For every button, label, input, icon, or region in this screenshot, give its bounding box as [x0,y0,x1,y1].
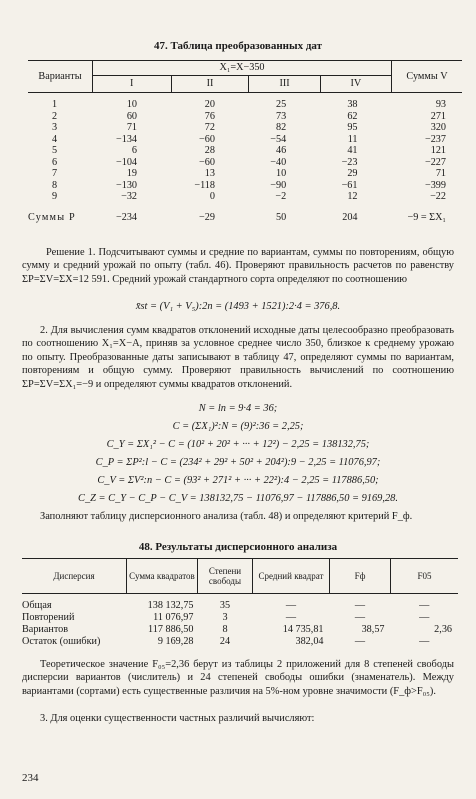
table-cell: 72 [204,122,215,133]
degrees-freedom-header: Степени свободы [198,559,253,594]
table-cell: 0 [209,191,215,202]
table-cell: 117 886,50 [148,624,194,635]
formula-cz: C_Z = C_Y − C_P − C_V = 138132,75 − 11076,97 − 117886,50 = 9169,28. [78,493,398,504]
table-cell: — [285,612,297,623]
formula-cy: C_Y = ΣX₁² − C = (10² + 20² + ··· + 12²) − 2,25 = 138132,75; [106,439,370,450]
variants-header: Варианты [28,61,93,93]
table-cell: −23 [341,156,358,168]
sum-v-cell: 271 [430,110,446,122]
table-cell: −60 [199,133,215,145]
table-cell: 28 [204,145,215,156]
table-cell: −130 [115,179,138,191]
f05-header: F05 [391,559,459,594]
table-cell: −54 [270,133,287,145]
table-cell: 6 [131,145,138,156]
table-row [28,157,462,169]
mean-square-header: Средний квадрат [253,559,330,594]
table-47-body [28,93,462,227]
table-cell: −134 [115,133,138,145]
sums-v-header: Суммы V [392,61,463,93]
sum-v-cell: −237 [424,133,446,145]
table-cell: 60 [126,110,138,122]
table-48 [22,558,458,648]
variant-number: 1 [52,99,58,110]
sum-cell: −234 [115,211,138,223]
table-cell: 38 [347,99,358,110]
variant-number: 8 [52,179,58,191]
table-row [22,636,458,648]
replicate-header: II [171,76,249,93]
replicate-header: IV [320,76,391,93]
table-cell: 3 [222,612,228,623]
replicate-header: III [249,76,320,93]
table-cell: −2 [275,191,287,202]
table-cell: — [419,612,430,623]
sum-cell: 204 [342,211,358,223]
sums-p-label: Суммы P [28,211,76,223]
table-cell: 29 [347,168,358,179]
formula-n: N = ln = 9·4 = 36; [198,403,278,414]
table-cell: — [354,600,366,611]
paragraph-step-3: 3. Для оценки существенности частных различий вычисляют: [40,713,315,724]
table-cell: 8 [222,624,228,635]
table-cell: 382,04 [295,636,324,647]
table-cell: — [354,636,366,647]
variant-number: 2 [52,110,58,122]
variant-number: 6 [52,156,58,168]
table-cell: 20 [204,99,215,110]
paragraph-step-2: 2. Для вычисления сумм квадратов отклонений исходные даты целесообразно преобразовать по соотношению X₁=X−A, приняв за условное среднее число 350, близкое к среднему урожаю по опыту. Преобразованные даты записывают в таблицу 47, определяют суммы по вариантам, повторениям и общую сумму. Проверяют правильность вычислений по соотношению ΣP=ΣV=ΣX₁=−9 и определяют суммы квадратов отклонений. [22,325,454,390]
dispersion-label: Общая [22,600,52,611]
table-cell: 38,57 [361,624,385,635]
table-cell: — [419,636,430,647]
table-row [28,99,462,111]
formula-c: C = (ΣX₁)²:N = (9)²:36 = 2,25; [172,421,304,432]
table-cell: 95 [347,122,358,133]
variant-number: 4 [52,133,58,145]
table-cell: −61 [341,179,358,191]
replicate-header: I [93,76,172,93]
table-cell: 24 [219,636,231,647]
table-cell: 138 132,75 [147,600,194,611]
table-cell: 62 [347,110,358,122]
group-header: X₁=X−350 [93,61,392,76]
f-actual-header: Fф [330,559,391,594]
table-cell: −40 [270,156,287,168]
dispersion-header: Дисперсия [22,559,127,594]
table-cell: 76 [204,110,215,122]
sum-v-cell: 71 [435,168,446,179]
table-cell: 25 [276,99,287,110]
table-48-caption: 48. Результаты дисперсионного анализа [138,541,338,553]
paragraph-fill-table: Заполняют таблицу дисперсионного анализа (табл. 48) и определяют критерий F_ф. [40,511,413,522]
table-cell: 46 [276,145,287,156]
table-row [22,624,458,636]
sum-v-cell: −22 [430,191,446,202]
table-row [22,612,458,624]
table-cell: 2,36 [434,624,452,635]
sum-v-cell: −227 [424,156,446,168]
table-cell: −90 [270,179,287,191]
table-cell: 73 [276,110,287,122]
variant-number: 9 [52,191,58,202]
table-cell: 82 [276,122,287,133]
table-cell: 12 [347,191,358,202]
table-cell: 14 735,81 [282,624,324,635]
table-row [22,600,458,612]
table-row [28,168,462,180]
table-47 [28,60,462,227]
table-cell: −60 [199,156,215,168]
sum-v-cell: −399 [424,179,446,191]
paragraph-theoretical-value: Теоретическое значение F₀₅=2,36 берут из таблицы 2 приложений для 8 степеней свободы дисперсии вариантов (числитель) и 24 степеней свободы ошибки (знаменатель). Между вариантами (сортами) есть существенные различия на 5%-ном уровне значимости (F_ф>F₀₅). [22,659,454,697]
table-row [28,180,462,192]
sum-v-cell: 93 [435,99,446,110]
sums-row [28,209,462,227]
sum-v-cell: 121 [430,145,446,156]
table-cell: 11 076,97 [153,612,194,623]
table-cell: −104 [115,156,138,168]
sum-cell: −29 [199,211,215,223]
table-cell: 10 [276,168,287,179]
table-cell: 11 [347,133,358,145]
table-row [28,111,462,123]
table-row [28,122,462,134]
table-cell: — [419,600,430,611]
table-cell: 10 [126,99,138,110]
formula-mean-standard: x̄st = (V₁ + V₅):2n = (1493 + 1521):2·4 = 376,8. [135,301,341,312]
table-cell: — [354,612,366,623]
variant-number: 3 [52,122,58,133]
table-cell: — [285,600,297,611]
formula-cp: C_P = ΣP²:l − C = (234² + 29² + 50² + 204²):9 − 2,25 = 11076,97; [95,457,381,468]
table-cell: 71 [126,122,138,133]
table-47-caption: 47. Таблица преобразованных дат [153,40,323,52]
table-48-body [22,594,458,649]
sum-cell: 50 [276,211,287,223]
paragraph-solution-1: Решение 1. Подсчитывают суммы и средние по вариантам, суммы по повторениям, общую сумму и средний урожай по опыту (табл. 46). Проверяют правильность расчетов по равенству ΣP=ΣV=ΣX=12 591. Средний урожай стандартного сорта определяют по соотношению [22,247,454,285]
table-row [28,134,462,146]
formula-cv: C_V = ΣV²:n − C = (93² + 271² + ··· + 22²):4 − 2,25 = 117886,50; [97,475,379,486]
sum-v-cell: 320 [430,122,446,133]
table-row [28,145,462,157]
variant-number: 5 [52,145,58,156]
table-cell: 41 [347,145,358,156]
variant-number: 7 [52,168,58,179]
sum-squares-header: Сумма квадратов [127,559,198,594]
page-number: 234 [22,772,39,784]
dispersion-label: Остаток (ошибки) [22,636,101,647]
table-cell: −118 [194,179,215,191]
table-row [28,191,462,203]
table-cell: 13 [204,168,215,179]
table-cell: −32 [121,191,138,202]
table-cell: 9 169,28 [157,636,194,647]
dispersion-label: Вариантов [22,624,69,635]
table-cell: 19 [126,168,138,179]
table-cell: 35 [219,600,231,611]
dispersion-label: Повторений [22,612,75,623]
sum-cell: −9 = ΣX₁ [407,211,446,223]
